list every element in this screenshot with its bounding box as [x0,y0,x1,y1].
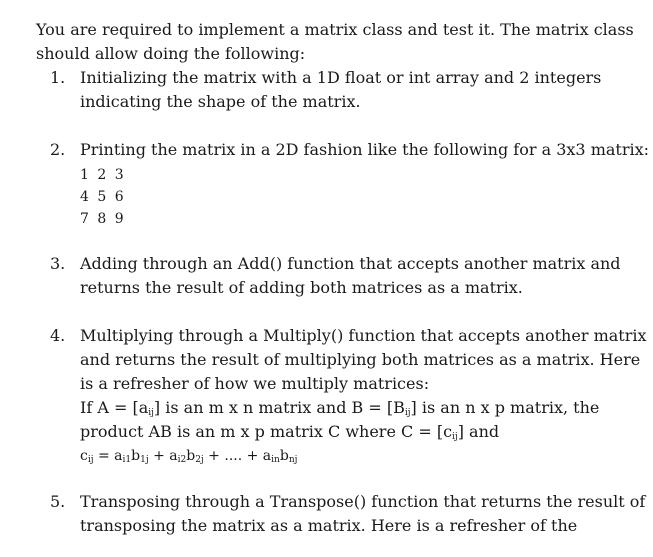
list-item-text: Printing the matrix in a 2D fashion like the following for a 3x3 matrix: [80,140,650,159]
list-item-text: is a refresher of how we multiply matrices: [80,374,430,393]
intro-line: should allow doing the following: [36,44,306,63]
requirements-list [36,66,650,538]
list-item-number: 4. [50,326,66,345]
list-item-text: Initializing the matrix with a 1D float or int array and 2 integers [80,68,602,87]
matrix-row: 7 8 9 [80,211,126,227]
list-item-number: 3. [50,254,66,273]
list-item-text: transposing the matrix as a matrix. Here is a refresher of the [80,516,578,535]
list-item-initialize [36,66,636,114]
list-item-print [36,138,650,230]
list-item-transpose [36,490,646,538]
matrix-row: 4 5 6 [80,189,126,205]
list-item-number: 1. [50,68,66,87]
list-item-multiply [36,324,647,468]
multiplication-formula: $c_{ij} = a_{i1}b_{1j} + a_{i2}b_{2j}$ + .... + $a_{in}b_{nj}$ [80,448,298,465]
list-item-text: Adding through an Add() function that accepts another matrix and [80,254,621,273]
list-item-add [36,252,636,300]
list-item-number: 2. [50,140,66,159]
intro-line: You are required to implement a matrix class and test it. The matrix class [36,20,634,39]
matrix-definition-line: If $A = [a_{ij}]$ is an m x n matrix and $B = [B_{ij}]$ is an n x p matrix, the [80,398,600,418]
list-item-text: Transposing through a Transpose() function that returns the result of [80,492,646,511]
list-item-text: and returns the result of multiplying both matrices as a matrix. Here [80,350,641,369]
matrix-definition-line: product AB is an m x p matrix C where $C = [c_{ij}]$ and [80,422,500,442]
list-item-text: Multiplying through a Multiply() function that accepts another matrix [80,326,647,345]
intro-paragraph [36,18,636,66]
document-body [36,18,650,538]
list-item-text: returns the result of adding both matrices as a matrix. [80,278,523,297]
list-item-number: 5. [50,492,66,511]
matrix-row: 1 2 3 [80,167,126,183]
example-matrix [80,164,636,230]
list-item-text: indicating the shape of the matrix. [80,92,361,111]
